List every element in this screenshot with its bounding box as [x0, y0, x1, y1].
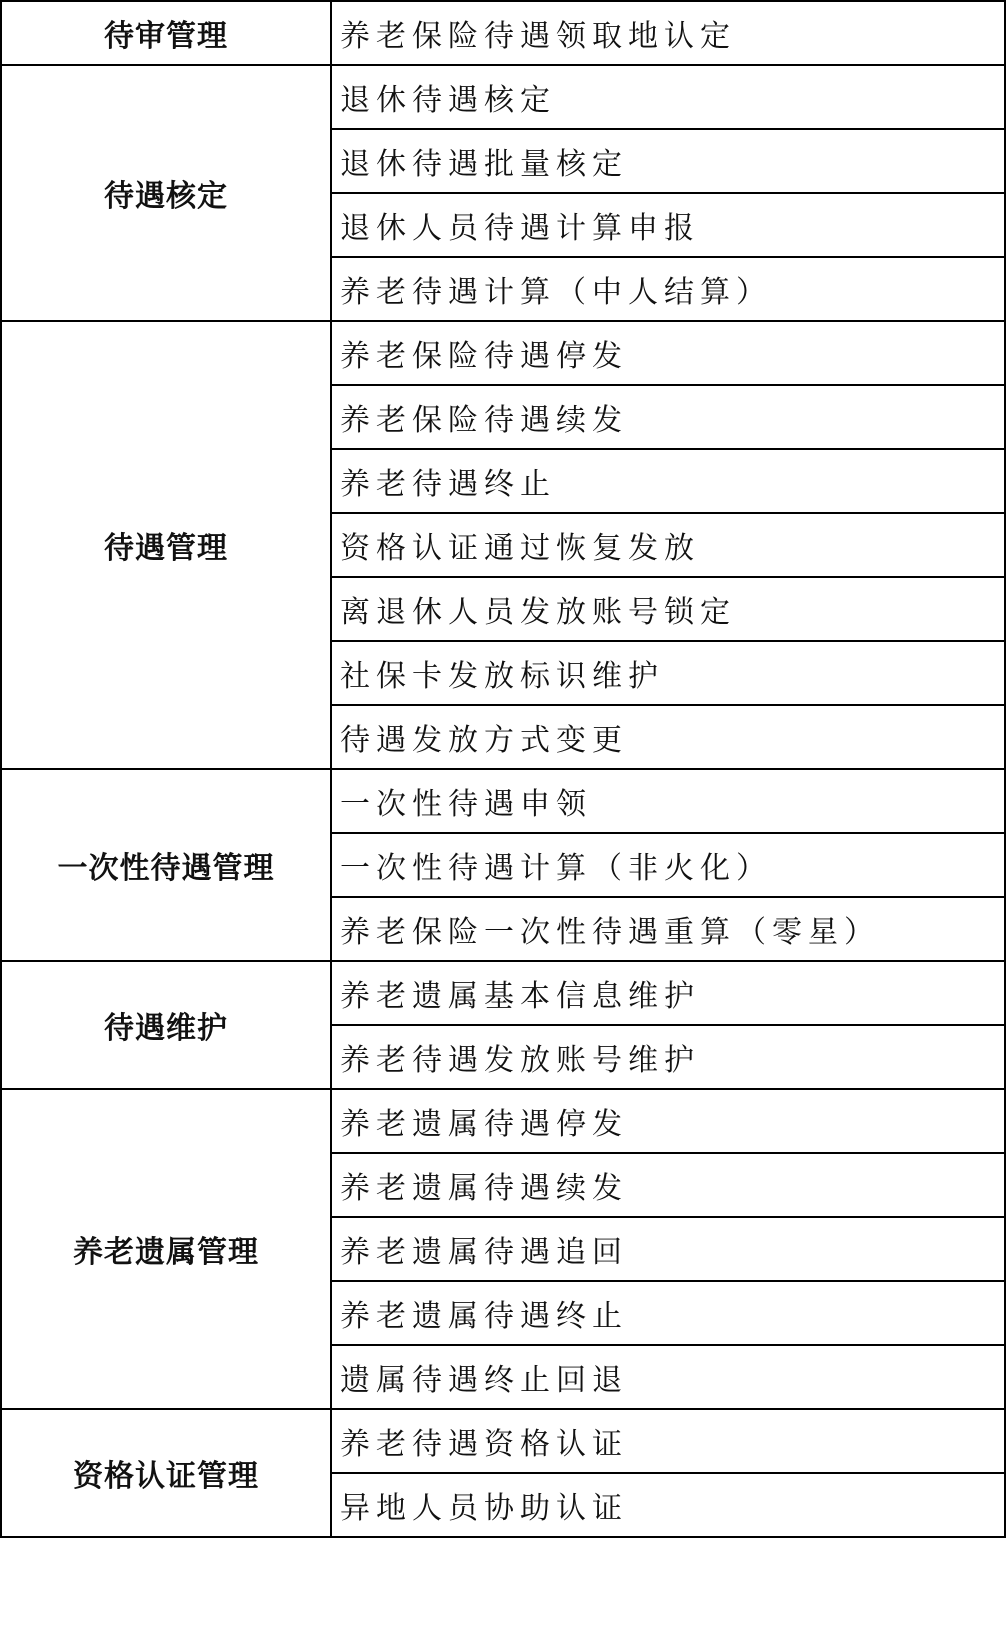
- category-cell: 待审管理: [1, 1, 331, 65]
- item-cell: 养老待遇终止: [331, 449, 1005, 513]
- item-cell: 养老待遇计算（中人结算）: [331, 257, 1005, 321]
- item-cell: 一次性待遇申领: [331, 769, 1005, 833]
- table-row: [1, 1409, 1005, 1473]
- category-cell: 待遇管理: [1, 321, 331, 769]
- category-cell: 待遇维护: [1, 961, 331, 1089]
- item-cell: 社保卡发放标识维护: [331, 641, 1005, 705]
- item-cell: 养老待遇资格认证: [331, 1409, 1005, 1473]
- item-cell: 养老保险待遇领取地认定: [331, 1, 1005, 65]
- item-cell: 养老保险一次性待遇重算（零星）: [331, 897, 1005, 961]
- item-cell: 养老待遇发放账号维护: [331, 1025, 1005, 1089]
- item-cell: 养老遗属待遇停发: [331, 1089, 1005, 1153]
- category-cell: 待遇核定: [1, 65, 331, 321]
- item-cell: 离退休人员发放账号锁定: [331, 577, 1005, 641]
- item-cell: 养老保险待遇停发: [331, 321, 1005, 385]
- table-row: [1, 1089, 1005, 1153]
- item-cell: 一次性待遇计算（非火化）: [331, 833, 1005, 897]
- item-cell: 养老遗属待遇终止: [331, 1281, 1005, 1345]
- item-cell: 待遇发放方式变更: [331, 705, 1005, 769]
- item-cell: 退休待遇核定: [331, 65, 1005, 129]
- item-cell: 养老遗属待遇追回: [331, 1217, 1005, 1281]
- table-row: [1, 769, 1005, 833]
- item-cell: 遗属待遇终止回退: [331, 1345, 1005, 1409]
- table-row: [1, 1, 1005, 65]
- table-row: [1, 65, 1005, 129]
- table-row: [1, 961, 1005, 1025]
- category-cell: 资格认证管理: [1, 1409, 331, 1537]
- item-cell: 退休人员待遇计算申报: [331, 193, 1005, 257]
- category-cell: 一次性待遇管理: [1, 769, 331, 961]
- item-cell: 退休待遇批量核定: [331, 129, 1005, 193]
- item-cell: 养老保险待遇续发: [331, 385, 1005, 449]
- item-cell: 异地人员协助认证: [331, 1473, 1005, 1537]
- category-cell: 养老遗属管理: [1, 1089, 331, 1409]
- table-row: [1, 321, 1005, 385]
- item-cell: 养老遗属待遇续发: [331, 1153, 1005, 1217]
- item-cell: 养老遗属基本信息维护: [331, 961, 1005, 1025]
- item-cell: 资格认证通过恢复发放: [331, 513, 1005, 577]
